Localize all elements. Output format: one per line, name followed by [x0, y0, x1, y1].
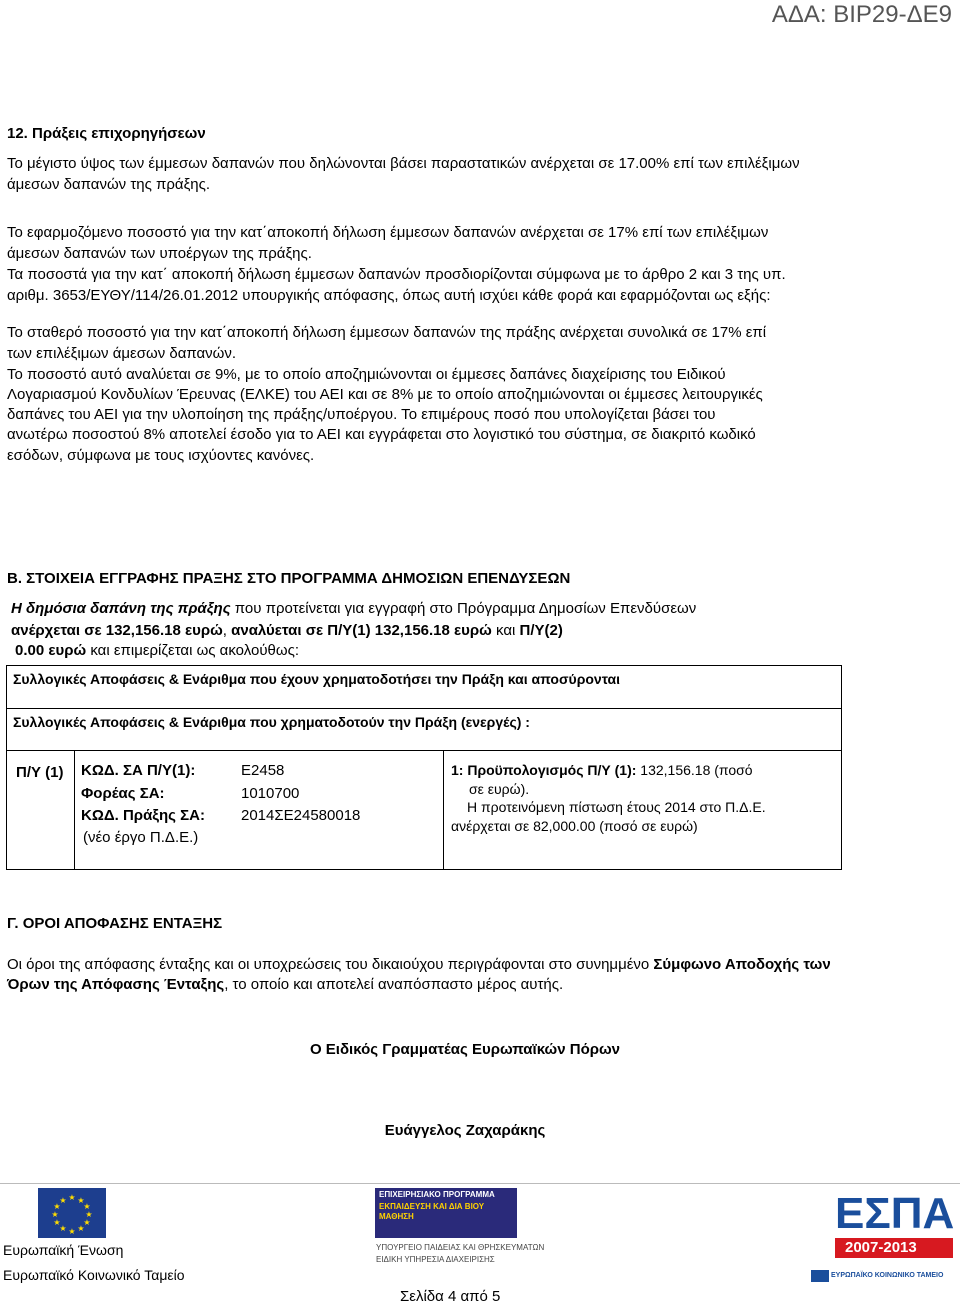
- svg-text:★: ★: [85, 1210, 93, 1219]
- section-b-heading: Β. ΣΤΟΙΧΕΙΑ ΕΓΓΡΑΦΗΣ ΠΡΑΞΗΣ ΣΤΟ ΠΡΟΓΡΑΜΜΑ ΔΗΜΟΣΙΩΝ ΕΠΕΝΔΥΣΕΩΝ: [7, 570, 571, 587]
- sb-line3: [15, 640, 955, 661]
- page-number: Σελίδα 4 από 5: [400, 1288, 501, 1305]
- svg-text:★: ★: [51, 1210, 59, 1219]
- agreement-title-part1: Σύμφωνο Αποδοχής των: [653, 956, 831, 973]
- kod-sa-value: Ε2458: [241, 762, 285, 779]
- active-decisions-label: Συλλογικές Αποφάσεις & Ενάριθμα που χρηματοδοτούν την Πράξη (ενεργές) :: [13, 714, 530, 730]
- s12-p4-line2: των επιλέξιμων άμεσων δαπανών.: [7, 345, 237, 362]
- espa-years: 2007-2013: [845, 1239, 917, 1256]
- py1-label: Π/Υ (1): [16, 764, 64, 781]
- table-divider-2: [443, 750, 444, 870]
- s12-p2-line2: άμεσων δαπανών των υποέργων της πράξης.: [7, 245, 312, 262]
- foreas-label: Φορέας ΣΑ:: [81, 785, 165, 802]
- svg-text:★: ★: [83, 1218, 91, 1227]
- espa-logo-text: ΕΣΠΑ: [835, 1189, 955, 1238]
- foreas-value: 1010700: [241, 785, 300, 802]
- s12-p1-line1: Το μέγιστο ύψος των έμμεσων δαπανών που δηλώνονται βάσει παραστατικών ανέρχεται σε 17.00% επί των επιλέξιμων: [7, 155, 800, 172]
- ep-logo-line4: ΕΙΔΙΚΗ ΥΠΗΡΕΣΙΑ ΔΙΑΧΕΙΡΙΣΗΣ: [376, 1255, 495, 1264]
- espa-fund-label: ΕΥΡΩΠΑΪΚΟ ΚΟΙΝΩΝΙΚΟ ΤΑΜΕΙΟ: [831, 1272, 944, 1279]
- s12-p5-line5: εσόδων, σύμφωνα με τους ισχύοντες κανόνες.: [7, 447, 315, 464]
- amount-py1: αναλύεται σε Π/Υ(1) 132,156.18 ευρώ: [231, 622, 492, 639]
- eu-flag-icon: [38, 1188, 106, 1238]
- svg-text:★: ★: [59, 1196, 67, 1205]
- table-divider-1: [74, 750, 75, 870]
- budget-line2: σε ευρώ).: [469, 781, 530, 797]
- kod-sa-label: ΚΩΔ. ΣΑ Π/Υ(1):: [81, 762, 196, 779]
- s12-p5-line1: Το ποσοστό αυτό αναλύεται σε 9%, με το οποίο αποζημιώνονται οι έμμεσες δαπάνες διαχείρισης του Ειδικού: [7, 366, 726, 383]
- credit-line2: ανέρχεται σε 82,000.00 (ποσό σε ευρώ): [451, 818, 698, 834]
- new-project-note: (νέο έργο Π.Δ.Ε.): [83, 829, 199, 846]
- s12-p4-line1: Το σταθερό ποσοστό για την κατ΄αποκοπή δήλωση έμμεσων δαπανών της πράξης ανέρχεται συνολικά σε 17% επί: [7, 324, 767, 341]
- signatory-title: Ο Ειδικός Γραμματέας Ευρωπαϊκών Πόρων: [309, 1041, 621, 1058]
- sb-line1: [11, 598, 951, 619]
- footer-rule: [0, 1183, 960, 1184]
- active-decisions-box: [6, 708, 842, 751]
- svg-text:★: ★: [83, 1202, 91, 1211]
- withdrawn-decisions-label: Συλλογικές Αποφάσεις & Ενάριθμα που έχουν χρηματοδοτήσει την Πράξη και αποσύρονται: [13, 671, 621, 687]
- ep-program-logo: [375, 1188, 517, 1238]
- eu-fund-label: Ευρωπαϊκό Κοινωνικό Ταμείο: [3, 1267, 185, 1283]
- sg-line2-text: , το οποίο και αποτελεί αναπόσπαστο μέρος αυτής.: [224, 976, 564, 993]
- ep-logo-line3: ΥΠΟΥΡΓΕΙΟ ΠΑΙΔΕΙΑΣ ΚΑΙ ΘΡΗΣΚΕΥΜΑΤΩΝ: [376, 1243, 545, 1252]
- withdrawn-decisions-box: [6, 665, 842, 709]
- py2-label: Π/Υ(2): [519, 622, 563, 639]
- section-12-heading: 12. Πράξεις επιχορηγήσεων: [7, 125, 206, 142]
- sb-line2: [11, 620, 951, 641]
- amount-total: ανέρχεται σε 132,156.18 ευρώ: [11, 622, 223, 639]
- s12-p2-line1: Το εφαρμοζόμενο ποσοστό για την κατ΄αποκοπή δήλωση έμμεσων δαπανών ανέρχεται σε 17% επί των επιλέξιμων: [7, 224, 769, 241]
- budget-table: [6, 750, 842, 870]
- s12-p3-line2: αριθμ. 3653/ΕΥΘΥ/114/26.01.2012 υπουργικής απόφασης, όπως αυτή ισχύει κάθε φορά και εφαρμόζονται ως εξής:: [7, 287, 771, 304]
- ep-logo-line2: ΕΚΠΑΙΔΕΥΣΗ ΚΑΙ ΔΙΑ ΒΙΟΥ ΜΑΘΗΣΗ: [379, 1202, 485, 1221]
- sg-line1-text: Οι όροι της απόφασης ένταξης και οι υποχρεώσεις του δικαιούχου περιγράφονται στο συνημμένο: [7, 956, 654, 973]
- svg-text:★: ★: [68, 1193, 76, 1202]
- svg-text:★: ★: [68, 1227, 76, 1236]
- svg-text:★: ★: [77, 1196, 85, 1205]
- sb-line3-rest: και επιμερίζεται ως ακολούθως:: [86, 642, 299, 659]
- ada-code: ΑΔΑ: ΒΙΡ29-ΔΕ9: [771, 1, 952, 28]
- kod-praxis-label: ΚΩΔ. Πράξης ΣΑ:: [81, 807, 205, 824]
- budget-label: 1: Προϋπολογισμός Π/Υ (1):: [451, 762, 637, 778]
- sb-line1-rest: που προτείνεται για εγγραφή στο Πρόγραμμα Δημοσίων Επενδύσεων: [230, 600, 697, 617]
- espa-logo: [831, 1189, 955, 1280]
- svg-text:★: ★: [53, 1218, 61, 1227]
- ep-logo-line1: ΕΠΙΧΕΙΡΗΣΙΑΚΟ ΠΡΟΓΡΑΜΜΑ: [379, 1190, 495, 1199]
- public-expense-label: Η δημόσια δαπάνη της πράξης: [11, 600, 231, 617]
- s12-p5-line4: ανωτέρω ποσοστού 8% αποτελεί έσοδο για το ΑΕΙ και εγγράφεται στο λογιστικό του σύστημα, σε διακριτό κωδικό: [7, 426, 756, 443]
- greek-flag-icon: [811, 1270, 829, 1282]
- agreement-title-part2: Όρων της Απόφασης Ένταξης: [7, 976, 225, 993]
- sb-line2-sep: ,: [222, 622, 232, 639]
- svg-text:★: ★: [59, 1224, 67, 1233]
- s12-p5-line2: Λογαριασμού Κονδυλίων Έρευνας (ΕΛΚΕ) του ΑΕΙ και σε 8% με το οποίο αποζημιώνονται οι έμμεσες λειτουργικές: [7, 386, 763, 403]
- signatory-name: Ευάγγελος Ζαχαράκης: [384, 1122, 546, 1139]
- eu-union-label: Ευρωπαϊκή Ένωση: [3, 1242, 124, 1258]
- section-g-heading: Γ. ΟΡΟΙ ΑΠΟΦΑΣΗΣ ΕΝΤΑΞΗΣ: [7, 915, 223, 932]
- sg-line1: [7, 954, 947, 975]
- credit-line1: Η προτεινόμενη πίστωση έτους 2014 στο Π.Δ.Ε.: [467, 799, 766, 815]
- svg-text:★: ★: [53, 1202, 61, 1211]
- svg-text:★: ★: [77, 1224, 85, 1233]
- s12-p5-line3: δαπάνες του ΑΕΙ για την υλοποίηση της πράξης/υποέργου. Το επιμέρους ποσό που υπολογίζεται βάσει του: [7, 406, 716, 423]
- sb-line2-and: και: [491, 622, 520, 639]
- s12-p3-line1: Τα ποσοστά για την κατ΄ αποκοπή δήλωση έμμεσων δαπανών προσδιορίζονται σύμφωνα με το άρθρο 2 και 3 της υπ.: [7, 266, 786, 283]
- budget-value: 132,156.18 (ποσό: [636, 762, 753, 778]
- eu-stars-icon: [38, 1188, 106, 1238]
- kod-praxis-value: 2014ΣΕ24580018: [241, 807, 361, 824]
- s12-p1-line2: άμεσων δαπανών της πράξης.: [7, 176, 211, 193]
- amount-py2: 0.00 ευρώ: [15, 642, 87, 659]
- sg-line2: [7, 974, 947, 995]
